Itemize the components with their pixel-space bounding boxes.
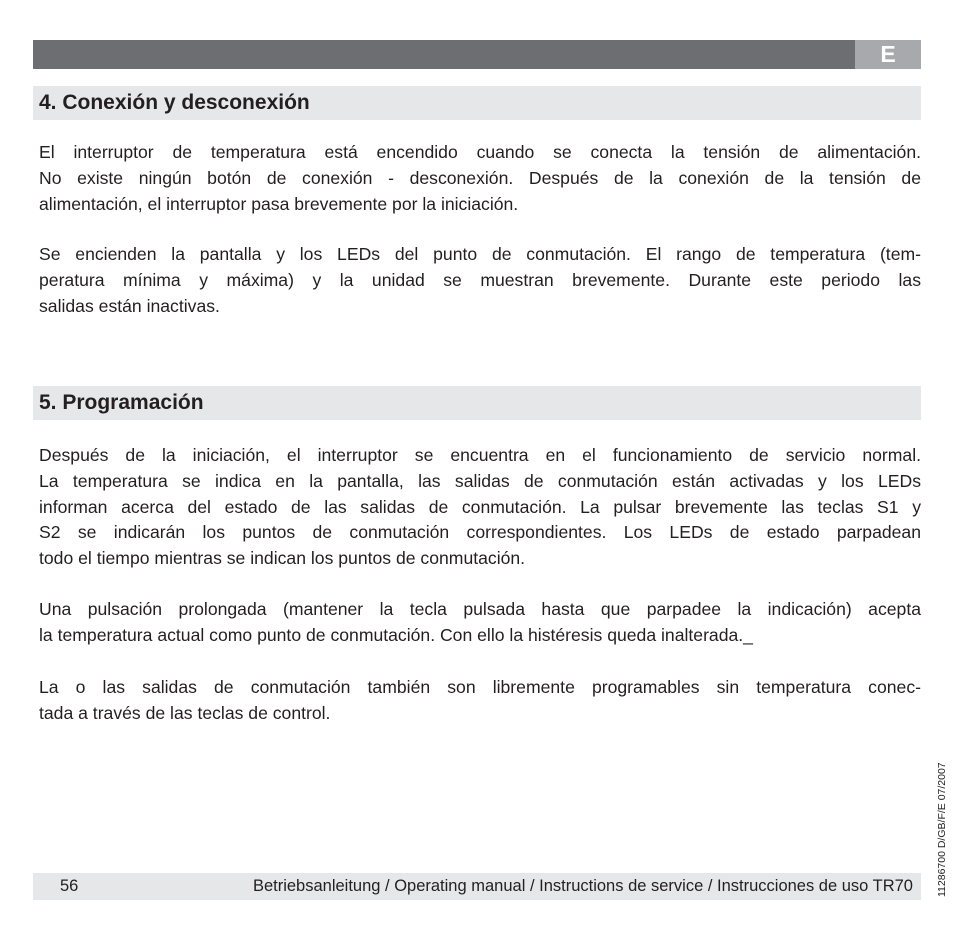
text-line: tada a través de las teclas de control.: [39, 702, 331, 723]
document-code: 11286700 D/GB/F/E 07/2007: [936, 762, 948, 897]
footer-title: Betriebsanleitung / Operating manual / Instructions de service / Instrucciones de uso TR70: [252, 877, 913, 895]
text-line: la temperatura actual como punto de conmutación. Con ello la histéresis queda inalterada._: [39, 624, 753, 645]
section-4-title: 4. Conexión y desconexión: [33, 86, 921, 120]
text-line: Se encienden la pantalla y los LEDs del punto de conmutación. El rango de temperatura (tem-: [39, 244, 921, 264]
text-line: La temperatura se indica en la pantalla, las salidas de conmutación están activadas y los LEDs: [39, 470, 921, 491]
text-line: Después de la iniciación, el interruptor se encuentra en el funcionamiento de servicio normal.: [39, 445, 921, 465]
section-5-title: 5. Programación: [33, 386, 921, 420]
text-line: S2 se indicarán los puntos de conmutación correspondientes. Los LEDs de estado parpadean: [39, 522, 921, 543]
header-bar: [33, 40, 921, 69]
text-line: peratura mínima y máxima) y la unidad se muestran brevemente. Durante este periodo las: [39, 269, 921, 290]
page-number: 56: [60, 877, 79, 895]
language-tab: E: [855, 40, 921, 69]
text-line: No existe ningún botón de conexión - desconexión. Después de la conexión de la tensión de: [39, 167, 921, 188]
section-4-paragraph-2: [39, 242, 921, 319]
text-line: El interruptor de temperatura está encendido cuando se conecta la tensión de alimentación.: [39, 142, 921, 162]
text-line: todo el tiempo mientras se indican los puntos de conmutación.: [39, 548, 526, 569]
footer-bar: [33, 873, 921, 900]
text-line: informan acerca del estado de las salidas de conmutación. La pulsar brevemente las teclas S1 y: [39, 496, 921, 517]
text-line: Una pulsación prolongada (mantener la tecla pulsada hasta que parpadee la indicación) acepta: [39, 599, 921, 619]
text-line: salidas están inactivas.: [39, 295, 220, 316]
section-5-paragraph-3: [39, 675, 921, 727]
section-5-paragraph-1: [39, 443, 921, 572]
text-line: La o las salidas de conmutación también son libremente programables sin temperatura conec-: [39, 677, 921, 697]
section-4-paragraph-1: [39, 140, 921, 217]
section-5-paragraph-2: [39, 597, 921, 649]
text-line: alimentación, el interruptor pasa brevemente por la iniciación.: [39, 193, 519, 214]
